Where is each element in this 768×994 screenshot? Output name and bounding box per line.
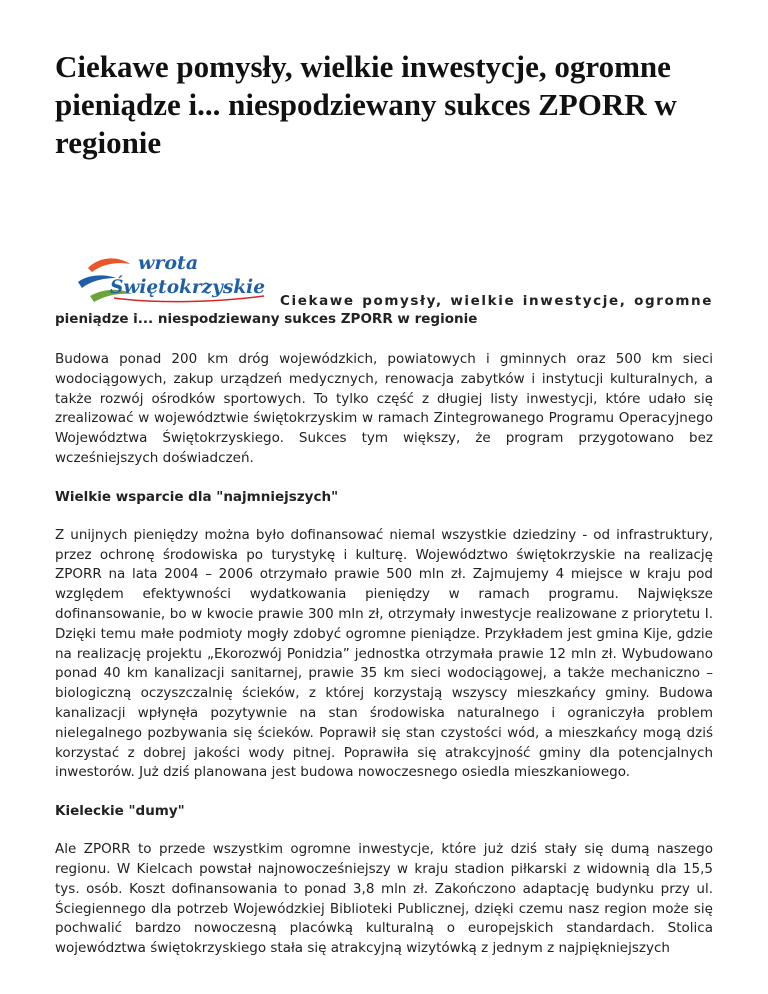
section-heading-1: Wielkie wsparcie dla "najmniejszych" bbox=[55, 488, 339, 505]
subtitle: pieniądze i... niespodziewany sukces ZPORR w regionie bbox=[55, 311, 478, 327]
logo-row bbox=[55, 248, 713, 308]
logo-line2: Świętokrzyskie bbox=[110, 276, 270, 298]
section-heading-2: Kieleckie "dumy" bbox=[55, 803, 185, 820]
logo-caption-title: Ciekawe pomysły, wielkie inwestycje, ogromne bbox=[280, 293, 713, 309]
wrota-swietokrzyskie-logo bbox=[70, 248, 270, 308]
article bbox=[55, 48, 713, 959]
logo-line1: wrota bbox=[138, 252, 199, 274]
paragraph-intro: Budowa ponad 200 km dróg wojewódzkich, powiatowych i gminnych oraz 500 km sieci wodociągowych, zakup urządzeń medycznych, renowacja zabytków i instytucji kulturalnych, a także rozwój ośrodków sportowych. To tylko część z długiej listy inwestycji, które udało się zrealizować w województwie świętokrzyskim w ramach Zintegrowanego Programu Operacyjnego Województwa Świętokrzyskiego. Sukces tym większy, że program przygotowano bez wcześniejszych doświadczeń. bbox=[55, 351, 713, 466]
page-title: Ciekawe pomysły, wielkie inwestycje, ogromne pieniądze i... niespodziewany sukces ZPORR w regionie bbox=[55, 49, 677, 160]
paragraph-2: Z unijnych pieniędzy można było dofinansować niemal wszystkie dziedziny - od infrastruktury, przez ochronę środowiska po turystykę i kulturę. Województwo świętokrzyskie na realizację ZPORR na lata 2004 – 2006 otrzymało prawie 500 mln zł. Zajmujemy 4 miejsce w kraju pod względem efektywności wydatkowania pieniędzy w ramach programu. Największe dofinansowanie, bo w kwocie prawie 300 mln zł, otrzymały inwestycje realizowane z priorytetu I. Dzięki temu małe podmioty mogły zdobyć ogromne pieniądze. Przykładem jest gmina Kije, gdzie na realizację projektu „Ekorozwój Ponidzia” jednostka otrzymała prawie 12 mln zł. Wybudowano ponad 40 km kanalizacji sanitarnej, prawie 35 km sieci wodociągowej, a także mechaniczno – biologiczną oczyszczalnię ścieków, z której korzystają wszyscy mieszkańcy gminy. Budowa kanalizacji wpłynęła pozytywnie na stan środowiska naturalnego i ograniczyła problem nielegalnego pozbywania się ścieków. Poprawił się stan czystości wód, a mieszkańcy mogą dziś korzystać z dobrej jakości wody pitnej. Poprawiła się atrakcyjność gminy dla potencjalnych inwestorów. Już dziś planowana jest budowa nowoczesnego osiedla mieszkaniowego. bbox=[55, 526, 713, 781]
paragraph-3: Ale ZPORR to przede wszystkim ogromne inwestycje, które już dziś stały się dumą naszego regionu. W Kielcach powstał najnowocześniejszy w kraju stadion piłkarski z widownią dla 15,5 tys. osób. Koszt dofinansowania to ponad 3,8 mln zł. Zakończono adaptację budynku przy ul. Ściegiennego dla potrzeb Wojewódzkiej Biblioteki Publicznej, dzięki czemu nasz region może się pochwalić bardzo nowoczesną placówką kulturalną o europejskich standardach. Stolica województwa świętokrzyskiego stała się atrakcyjną wizytówką z jednym z najpiękniejszych bbox=[55, 841, 713, 957]
